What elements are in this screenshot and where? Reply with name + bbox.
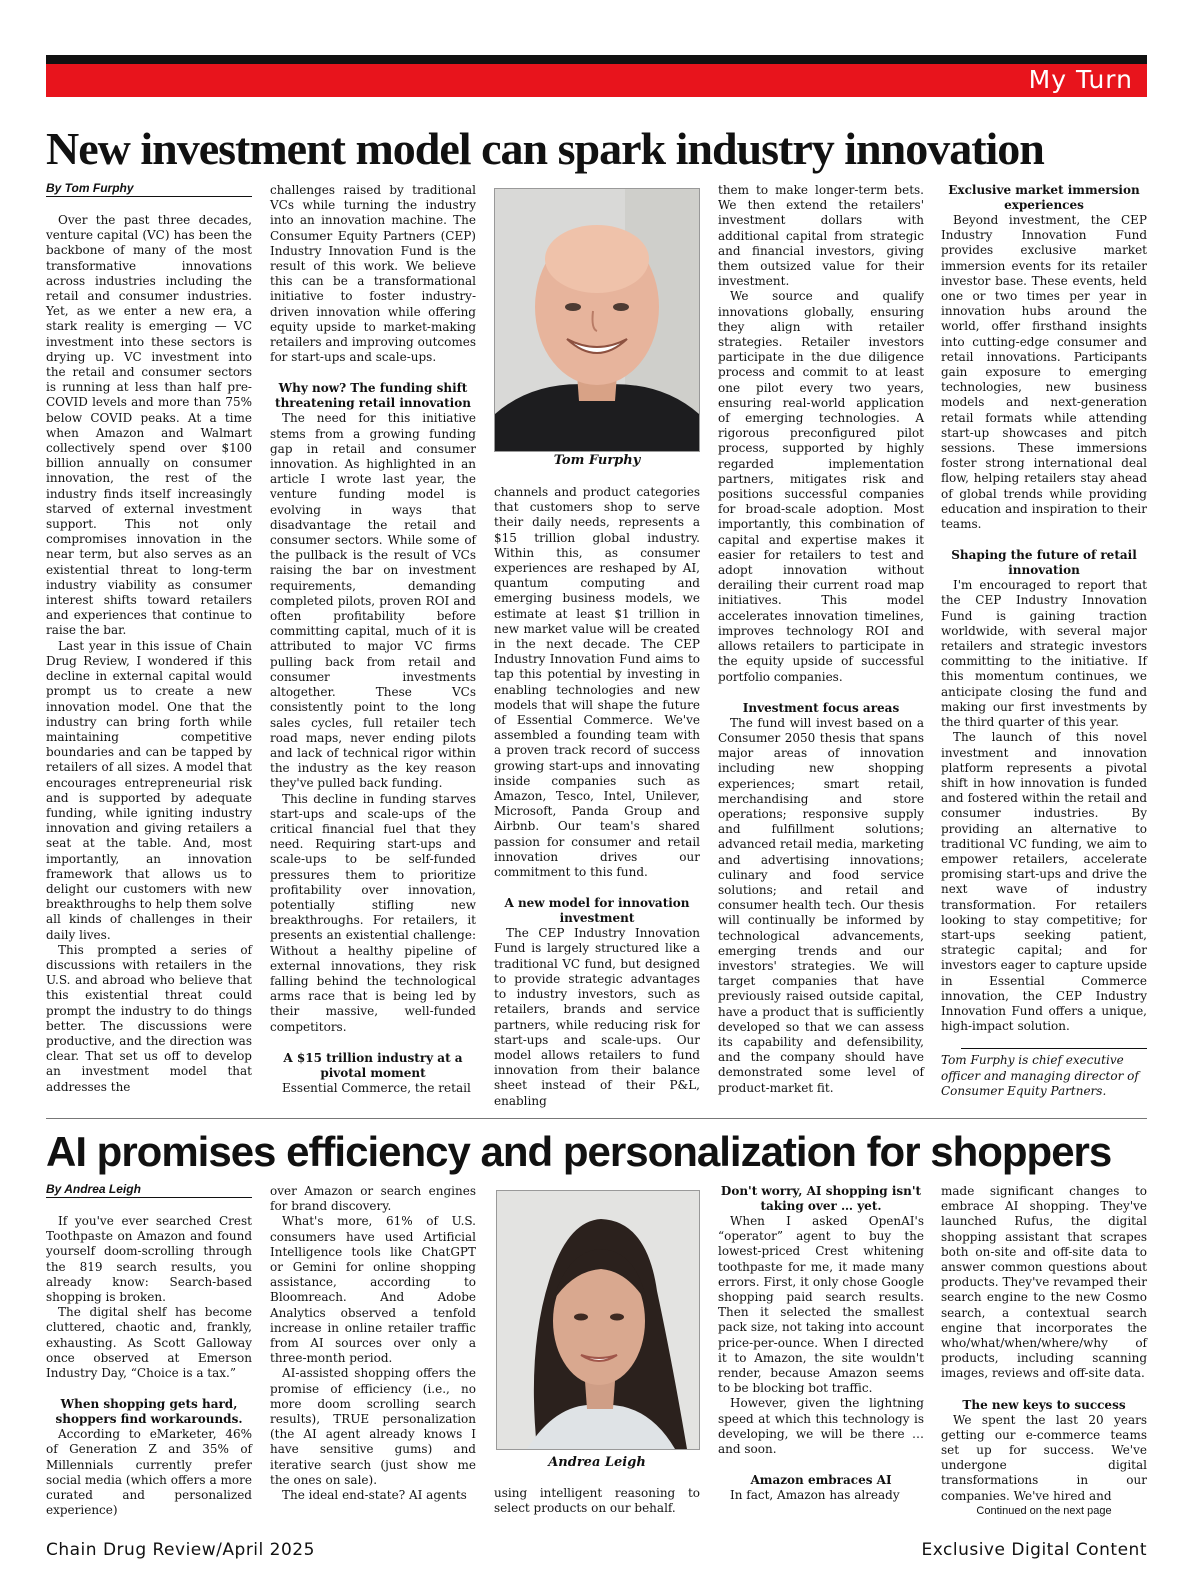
- paragraph: I'm encouraged to report that the CEP Industry Innovation Fund is gaining traction worldwide, with several major retailers and strategic investors committing to the initiative. If this momentum continues, we anticipate closing the fund and making our first investments by the third quarter of this year.: [941, 578, 1147, 730]
- subhead: Shaping the future of retail innovation: [951, 548, 1137, 578]
- article2-column-4: [718, 1184, 924, 1503]
- article1-column-5: [941, 183, 1147, 1099]
- paragraph: When I asked OpenAI's “operator” agent to buy the lowest-priced Crest whitening toothpaste for me, it made many errors. First, it only chose Google shopping paid search results. Then it selected the smallest pack size, not taking into account price-per-ounce. When I directed it to Amazon, the site wouldn't render, because Amazon seems to be blocking bot traffic.: [718, 1214, 924, 1396]
- article2-headline: AI promises efficiency and personalization for shoppers: [46, 1128, 1112, 1175]
- header-black-rule: [46, 55, 1147, 64]
- subhead: The new keys to success: [962, 1397, 1126, 1412]
- continued-notice: Continued on the next page: [976, 1504, 1112, 1517]
- portrait-illustration: [495, 189, 699, 451]
- paragraph: using intelligent reasoning to select products on our behalf.: [494, 1486, 700, 1516]
- paragraph: The need for this initiative stems from a growing funding gap in retail and consumer innovation. As highlighted in an article I wrote last year, the venture funding model is evolving in ways that disadvantage the retail and consumer sectors. While some of the pullback is the result of VCs raising the bar on investment requirements, demanding completed pilots, proven ROI and often profitability before committing capital, much of it is attributed to major VC firms pulling back from retail and consumer investments altogether. These VCs consistently point to the long sales cycles, full retailer tech road maps, never ending pilots and lack of technical rigor within the industry as the key reason they've pulled back funding.: [270, 411, 476, 791]
- subhead: A $15 trillion industry at a pivotal moment: [283, 1050, 463, 1080]
- subhead: Exclusive market immersion experiences: [948, 183, 1140, 212]
- article2-byline: By Andrea Leigh: [46, 1183, 252, 1198]
- paragraph: The launch of this novel investment and innovation platform represents a pivotal shift in how innovation is funded and fostered within the retail and consumer industries. By providing an alternative to traditional VC funding, we aim to empower retailers, accelerate promising start-ups and drive the next wave of industry transformation. For retailers looking to stay competitive; for start-ups seeking patient, strategic capital; and for investors eager to capture upside in Essential Commerce innovation, the CEP Industry Innovation Fund offers a unique, high-impact solution.: [941, 730, 1147, 1034]
- signature-rule: [961, 1048, 1147, 1049]
- paragraph: In fact, Amazon has already: [730, 1488, 900, 1503]
- article1-column-3: [494, 485, 700, 1109]
- article1-column-4: [718, 183, 924, 1096]
- article2-column-5: [941, 1184, 1147, 1519]
- paragraph: We source and qualify innovations globally, ensuring they align with retailer strategies. Retailer investors participate in the due diligence process and commit to at least one pilot every two years, ensuring real-world application of emerging technologies. A rigorous preconfigured pilot process, supported by highly regarded implementation partners, mitigates risk and positions successful companies for broad-scale adoption. Most importantly, this combination of capital and expertise makes it easier for retailers to test and adopt innovation without derailing their current road map initiatives. This model accelerates innovation timelines, improves technology ROI and allows retailers to participate in the equity upside of successful portfolio companies.: [718, 289, 924, 684]
- article2-column-1: [46, 1214, 252, 1518]
- paragraph: The ideal end-state? AI agents: [282, 1488, 467, 1503]
- paragraph: The digital shelf has become cluttered, chaotic and, frankly, exhausting. As Scott Galloway once observed at Emerson Industry Day, “Choice is a tax.”: [46, 1305, 252, 1381]
- author-bio: Tom Furphy is chief executive officer and managing director of Consumer Equity Partners.: [941, 1053, 1139, 1098]
- subhead: Don't worry, AI shopping isn't taking over … yet.: [720, 1184, 922, 1213]
- article1-column-1: [46, 213, 252, 1095]
- subhead: When shopping gets hard, shoppers find workarounds.: [55, 1397, 243, 1427]
- paragraph: Over the past three decades, venture capital (VC) has been the backbone of many of the most transformative innovations across industries including the retail and consumer industries. Yet, as we enter a new era, a stark reality is emerging — VC investment into these sectors is drying up. VC investment into the retail and consumer sectors is running at less than half pre-COVID levels and more than 75% below COVID peaks. At a time when Amazon and Walmart collectively spend over $100 billion annually on consumer innovation, the rest of the industry finds itself increasingly starved of external investment support. This not only compromises innovation in the near term, but also serves as an existential threat to long-term industry viability as consumer interest shifts toward retailers and experiences that continue to raise the bar.: [46, 213, 252, 638]
- paragraph: What's more, 61% of U.S. consumers have used Artificial Intelligence tools like ChatGPT or Gemini for online shopping assistance, according to Bloomreach. And Adobe Analytics observed a tenfold increase in online retailer traffic from AI sources over only a three-month period.: [270, 1214, 476, 1366]
- footer-label: Exclusive Digital Content: [921, 1540, 1147, 1560]
- article1-column-2: [270, 183, 476, 1096]
- paragraph: AI-assisted shopping offers the promise of efficiency (i.e., no more doom scrolling search results), TRUE personalization (the AI agent already knows I have sensitive gums) and iterative search (just show me the ones on sale).: [270, 1366, 476, 1487]
- paragraph: made significant changes to embrace AI shopping. They've launched Rufus, the digital shopping assistant that scrapes both on-site and off-site data to answer common questions about products. They've revamped their search engine to the new Cosmo search, a contextual search engine that incorporates the who/what/when/where/why of products, including scanning images, reviews and off-site data.: [941, 1184, 1147, 1381]
- article1-headline: New investment model can spark industry innovation: [46, 123, 1044, 174]
- author-photo-tom-furphy: [494, 188, 700, 452]
- paragraph: According to eMarketer, 46% of Generation Z and 35% of Millennials currently prefer social media (which offers a more curated and personalized experience): [46, 1427, 252, 1518]
- paragraph: over Amazon or search engines for brand discovery.: [270, 1184, 476, 1214]
- paragraph: channels and product categories that customers shop to serve their daily needs, represents a $15 trillion global industry. Within this, as consumer experiences are reshaped by AI, quantum computing and emerging business models, we estimate at least $1 trillion in new market value will be created in the next decade. The CEP Industry Innovation Fund aims to tap this potential by investing in enabling technologies and new models that will shape the future of Essential Commerce. We've assembled a founding team with a proven track record of success growing start-ups and innovating inside companies such as Amazon, Tesco, Intel, Unilever, Microsoft, Panda Group and Airbnb. Our team's shared passion for consumer and retail innovation drives our commitment to this fund.: [494, 485, 700, 880]
- article-divider: [46, 1118, 1147, 1119]
- paragraph: The CEP Industry Innovation Fund is largely structured like a traditional VC fund, but designed to provide strategic advantages to industry investors, such as retailers, brands and service partners, while reducing risk for start-ups and scale-ups. Our model allows retailers to fund innovation from their balance sheet instead of their P&L, enabling: [494, 926, 700, 1108]
- paragraph: challenges raised by traditional VCs while turning the industry into an innovation machine. The Consumer Equity Partners (CEP) Industry Innovation Fund is the result of this work. We believe this can be a transformational initiative to foster industry-driven innovation while offering equity upside to market-making retailers and improving outcomes for start-ups and scale-ups.: [270, 183, 476, 365]
- article2-column-2: [270, 1184, 476, 1503]
- subhead: Investment focus areas: [742, 700, 900, 715]
- author-photo-andrea-leigh: [496, 1190, 700, 1450]
- article2-column-3: [494, 1486, 700, 1516]
- paragraph: If you've ever searched Crest Toothpaste on Amazon and found yourself doom-scrolling through the 819 search results, you already know: Search-based shopping is broken.: [46, 1214, 252, 1305]
- subhead: Why now? The funding shift threatening retail innovation: [275, 381, 471, 411]
- paragraph: We spent the last 20 years getting our e-commerce teams set up for success. We've undergone digital transformations in our companies. We've hired and: [941, 1412, 1147, 1503]
- subhead: Amazon embraces AI: [750, 1473, 892, 1488]
- portrait-illustration: [497, 1191, 699, 1449]
- photo-caption: Andrea Leigh: [548, 1455, 646, 1470]
- paragraph: This prompted a series of discussions with retailers in the U.S. and abroad who believe that this existential threat could prompt the industry to do things better. The discussions were productive, and the direction was clear. That set us off to develop an investment model that addresses the: [46, 942, 252, 1094]
- section-label: My Turn: [1028, 65, 1133, 94]
- paragraph: This decline in funding starves start-ups and scale-ups of the critical financial fuel that they need. Requiring start-ups and scale-ups to be self-funded pressures them to prioritize profitability over innovation, potentially stifling new breakthroughs. For retailers, it presents an existential challenge: Without a healthy pipeline of external innovations, they risk falling behind the technological arms race that is being led by their massive, well-funded competitors.: [270, 791, 476, 1034]
- section-banner: [46, 64, 1147, 97]
- paragraph: them to make longer-term bets. We then extend the retailers' investment dollars with additional capital from strategic and financial investors, giving them outsized value for their investment.: [718, 183, 924, 289]
- article1-byline: By Tom Furphy: [46, 182, 252, 197]
- paragraph: Last year in this issue of Chain Drug Review, I wondered if this decline in external capital would prompt us to create a new innovation model. One that the industry can bring forth while maintaining competitive boundaries and can be tapped by retailers of all sizes. A model that encourages entrepreneurial risk and is supported by adequate funding, while igniting industry innovation and giving retailers a seat at the table. And, most importantly, an innovation framework that allows us to delight our customers with new breakthroughs to help them solve all kinds of challenges in their daily lives.: [46, 638, 252, 942]
- paragraph: Essential Commerce, the retail: [282, 1080, 471, 1095]
- subhead: A new model for innovation investment: [504, 896, 690, 926]
- photo-caption: Tom Furphy: [553, 453, 641, 468]
- paragraph: However, given the lightning speed at which this technology is developing, we will be there … and soon.: [718, 1396, 924, 1457]
- paragraph: Beyond investment, the CEP Industry Innovation Fund provides exclusive market immersion events for its retailer investor base. These events, held one or two times per year in innovation hubs around the world, offer firsthand insights into cutting-edge consumer and retail innovations. Participants gain exposure to emerging technologies, new business models and next-generation retail formats while attending start-up showcases and pitch sessions. These immersions foster strong international deal flow, helping retailers stay ahead of global trends while providing education and inspiration to their teams.: [941, 213, 1147, 532]
- footer-publication: Chain Drug Review/April 2025: [46, 1540, 315, 1560]
- paragraph: The fund will invest based on a Consumer 2050 thesis that spans major areas of innovation including new shopping experiences; smart retail, merchandising and store operations; responsive supply and fulfillment solutions; advanced retail media, marketing and advertising innovations; culinary and food service solutions; and retail and consumer health tech. Our thesis will continually be informed by technological advancements, emerging trends and our investors' strategies. We will target companies that have previously raised outside capital, have a product that is sufficiently developed so that we can assess its capability and defensibility, and the company should have demonstrated some level of product-market fit.: [718, 715, 924, 1095]
